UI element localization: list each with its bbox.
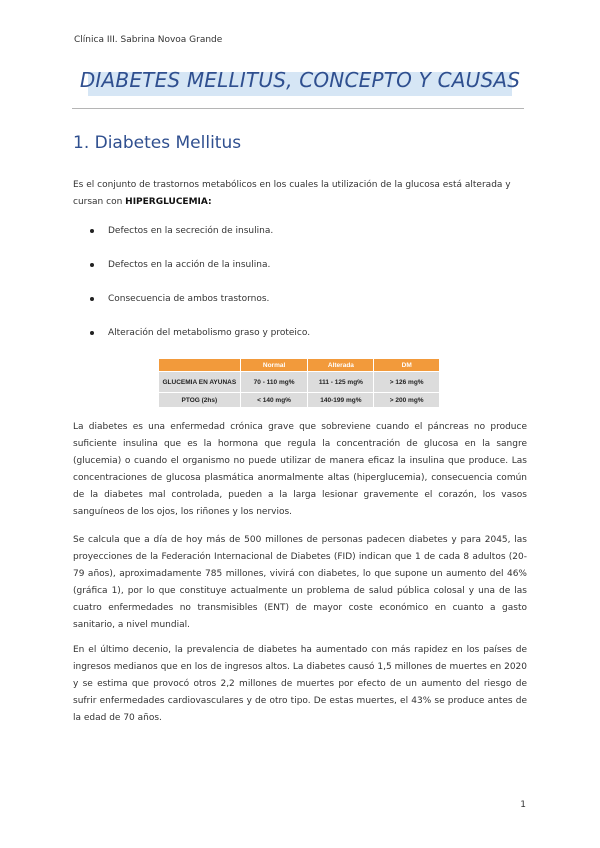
table-cell: PTOG (2hs) (159, 393, 241, 408)
list-item-text: Alteración del metabolismo graso y proteico. (108, 328, 311, 338)
intro-text: Es el conjunto de trastornos metabólicos en los cuales la utilización de la glucosa está alterada y cursan con (73, 180, 511, 207)
list-item (90, 326, 310, 360)
table-header-cell: Normal (240, 359, 308, 372)
bullet-list (90, 224, 310, 360)
title-divider (72, 108, 524, 109)
list-item-text: Consecuencia de ambos trastornos. (108, 294, 270, 304)
intro-paragraph (73, 177, 527, 211)
bullet-dot-icon (90, 331, 94, 335)
header-note: Clínica III. Sabrina Novoa Grande (74, 35, 223, 45)
list-item-text: Defectos en la acción de la insulina. (108, 260, 271, 270)
paragraph-1: La diabetes es una enfermedad crónica grave que sobreviene cuando el páncreas no produce suficiente insulina que es la hormona que regula la concentración de glucosa en la sangre (glucemia) o cuando el organismo no puede utilizar de manera eficaz la insulina que produce. Las concentraciones de glucosa plasmática anormalmente altas (hiperglucemia), consecuencia común de la diabetes mal controlada, pueden a la larga lesionar gravemente el corazón, los vasos sanguíneos de los ojos, los riñones y los nervios. (73, 422, 527, 517)
bullet-dot-icon (90, 297, 94, 301)
table-header-cell: DM (374, 359, 440, 372)
table-header-cell: Alterada (308, 359, 374, 372)
table-cell: > 126 mg% (374, 372, 440, 393)
glucemia-table (158, 358, 440, 408)
list-item (90, 292, 310, 326)
table-cell: 111 - 125 mg% (308, 372, 374, 393)
table-cell: 70 - 110 mg% (240, 372, 308, 393)
bullet-dot-icon (90, 263, 94, 267)
table-row (159, 372, 440, 393)
page-number: 1 (520, 800, 526, 810)
table-row (159, 393, 440, 408)
table-header-cell (159, 359, 241, 372)
table-cell: 140-199 mg% (308, 393, 374, 408)
list-item (90, 258, 310, 292)
table-header-row (159, 359, 440, 372)
paragraph-3: En el último decenio, la prevalencia de diabetes ha aumentado con más rapidez en los países de ingresos medianos que en los de ingresos altos. La diabetes causó 1,5 millones de muertes en 2020 y se estima que provocó otros 2,2 millones de muertes por efecto de un aumento del riesgo de sufrir enfermedades cardiovasculares y de otro tipo. De estas muertes, el 43% se produce antes de la edad de 70 años. (73, 645, 527, 723)
paragraph-2: Se calcula que a día de hoy más de 500 millones de personas padecen diabetes y para 2045, las proyecciones de la Federación Internacional de Diabetes (FID) indican que 1 de cada 8 adultos (20-79 años), aproximadamente 785 millones, vivirá con diabetes, lo que supone un aumento del 46% (gráfica 1), por lo que constituye actualmente un problema de salud pública colosal y una de las cuatro enfermedades no transmisibles (ENT) de mayor coste económico en cuanto a gasto sanitario, a nivel mundial. (73, 535, 527, 630)
section-heading: 1. Diabetes Mellitus (73, 133, 242, 153)
list-item (90, 224, 310, 258)
list-item-text: Defectos en la secreción de insulina. (108, 226, 274, 236)
bullet-dot-icon (90, 229, 94, 233)
page-title: DIABETES MELLITUS, CONCEPTO Y CAUSAS (79, 68, 521, 92)
intro-bold: HIPERGLUCEMIA: (125, 197, 212, 207)
table-cell: > 200 mg% (374, 393, 440, 408)
table-cell: < 140 mg% (240, 393, 308, 408)
table-cell: GLUCEMIA EN AYUNAS (159, 372, 241, 393)
